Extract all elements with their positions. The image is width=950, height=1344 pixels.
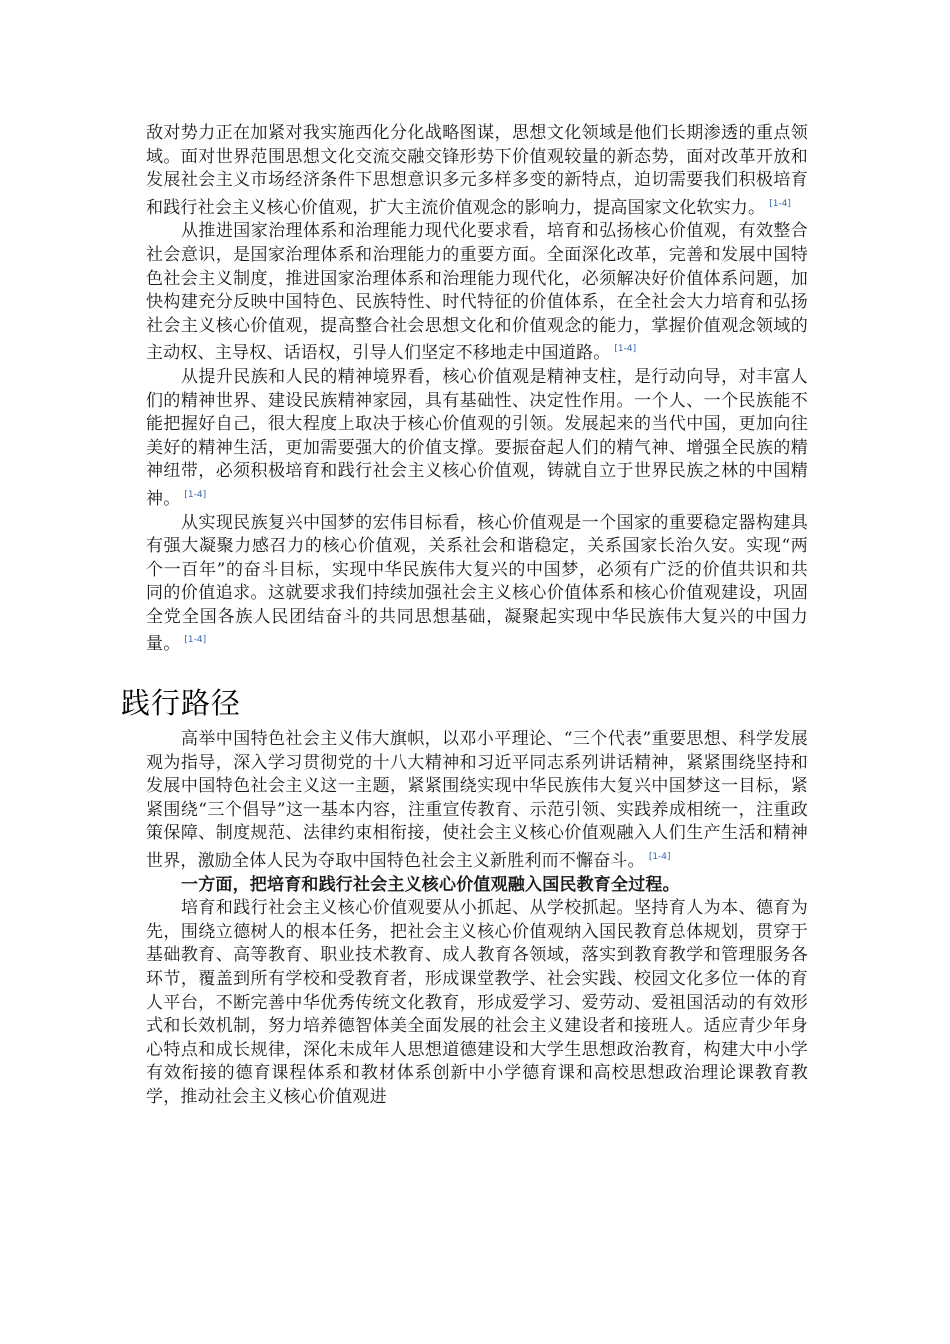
citation-ref[interactable]: [1-4]: [184, 635, 207, 646]
paragraph-text: 从推进国家治理体系和治理能力现代化要求看，培育和弘扬核心价值观，有效整合社会意识，是国家治理体系和治理能力的重要方面。全面深化改革，完善和发展中国特色社会主义制度，推进国家治理体系和治理能力现代化，必须解决好价值体系问题，加快构建充分反映中国特色、民族特性、时代特征的价值体系，在全社会大力培育和弘扬社会主义核心价值观，提高整合社会思想文化和价值观念的能力，掌握价值观念领域的主动权、主导权、话语权，引导人们坚定不移地走中国道路。: [146, 221, 808, 364]
paragraph-continued: [146, 122, 808, 220]
subheading: 一方面，把培育和践行社会主义核心价值观融入国民教育全过程。: [181, 874, 680, 895]
citation-ref[interactable]: [1-4]: [184, 489, 207, 500]
section-intro-paragraph: [146, 728, 808, 874]
paragraph: [146, 366, 808, 512]
citation-ref[interactable]: [1-4]: [648, 852, 671, 863]
paragraph: 培育和践行社会主义核心价值观要从小抓起、从学校抓起。坚持育人为本、德育为先，围绕立德树人的根本任务，把社会主义核心价值观纳入国民教育总体规划，贯穿于基础教育、高等教育、职业技术教育、成人教育各领域，落实到教育教学和管理服务各环节，覆盖到所有学校和受教育者，形成课堂教学、社会实践、校园文化多位一体的育人平台，不断完善中华优秀传统文化教育，形成爱学习、爱劳动、爱祖国活动的有效形式和长效机制，努力培养德智体美全面发展的社会主义建设者和接班人。适应青少年身心特点和成长规律，深化未成年人思想道德建设和大学生思想政治教育，构建大中小学有效衔接的德育课程体系和教材体系创新中小学德育课和高校思想政治理论课教育教学，推动社会主义核心价值观进: [146, 898, 808, 1107]
paragraph: [146, 220, 808, 366]
paragraph-text: 从实现民族复兴中国梦的宏伟目标看，核心价值观是一个国家的重要稳定器构建具有强大凝聚力感召力的核心价值观，关系社会和谐稳定，关系国家长治久安。实现“两个一百年”的奋斗目标，实现中华民族伟大复兴的中国梦，必须有广泛的价值共识和共同的价值追求。这就要求我们持续加强社会主义核心价值体系和核心价值观建设，巩固全党全国各族人民团结奋斗的共同思想基础，凝聚起实现中华民族伟大复兴的中国力量。: [146, 512, 808, 655]
section-heading: 践行路径: [121, 686, 242, 721]
paragraph-text: 从提升民族和人民的精神境界看，核心价值观是精神支柱，是行动向导，对丰富人们的精神世界、建设民族精神家园，具有基础性、决定性作用。一个人、一个民族能不能把握好自己，很大程度上取决于核心价值观的引领。发展起来的当代中国，更加向往美好的精神生活，更加需要强大的价值支撑。要振奋起人们的精气神、增强全民族的精神纽带，必须积极培育和践行社会主义核心价值观，铸就自立于世界民族之林的中国精神。: [146, 366, 808, 509]
citation-ref[interactable]: [1-4]: [769, 198, 791, 209]
document-page: [121, 122, 808, 1110]
paragraph-text: 敌对势力正在加紧对我实施西化分化战略图谋，思想文化领域是他们长期渗透的重点领域。面对世界范围思想文化交流交融交锋形势下价值观较量的新态势，面对改革开放和发展社会主义市场经济条件下思想意识多元多样多变的新特点，迫切需要我们积极培育和践行社会主义核心价值观，扩大主流价值观念的影响力，提高国家文化软实力。: [146, 123, 808, 218]
citation-ref[interactable]: [1-4]: [614, 344, 637, 355]
paragraph: [146, 512, 808, 658]
paragraph-text: 高举中国特色社会主义伟大旗帜，以邓小平理论、“三个代表”重要思想、科学发展观为指导，深入学习贯彻党的十八大精神和习近平同志系列讲话精神，紧紧围绕坚持和发展中国特色社会主义这一主题，紧紧围绕实现中华民族伟大复兴中国梦这一目标，紧紧围绕“三个倡导”这一基本内容，注重宣传教育、示范引领、实践养成相统一，注重政策保障、制度规范、法律约束相衔接，使社会主义核心价值观融入人们生产生活和精神世界，激励全体人民为夺取中国特色社会主义新胜利而不懈奋斗。: [146, 729, 808, 872]
